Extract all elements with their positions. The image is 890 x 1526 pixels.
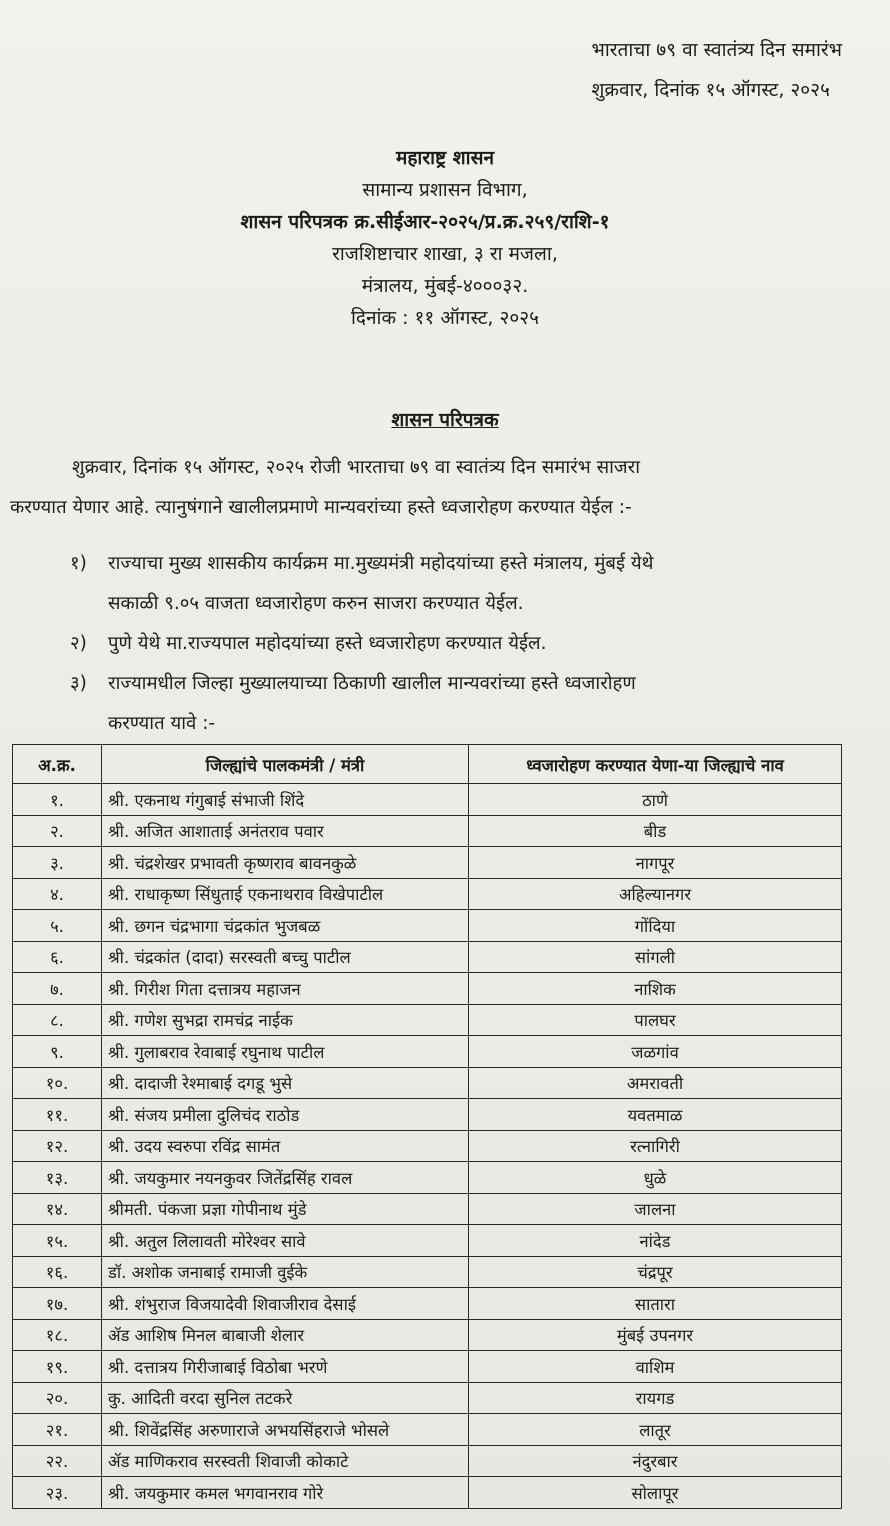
serial-cell: ९.	[13, 1036, 102, 1068]
district-cell: जालना	[469, 1193, 842, 1225]
table-row	[13, 1382, 842, 1414]
serial-cell: १५.	[13, 1225, 102, 1257]
table-header-row	[13, 745, 842, 784]
serial-cell: २२.	[13, 1445, 102, 1477]
minister-cell: श्री. उदय स्वरुपा रविंद्र सामंत	[102, 1130, 469, 1162]
minister-cell: ॲड माणिकराव सरस्वती शिवाजी कोकाटे	[102, 1445, 469, 1477]
serial-cell: १८.	[13, 1319, 102, 1351]
district-cell: गोंदिया	[469, 910, 842, 942]
minister-cell: श्री. चंद्रशेखर प्रभावती कृष्णराव बावनकुळे	[102, 847, 469, 879]
minister-cell: ॲड आशिष मिनल बाबाजी शेलार	[102, 1319, 469, 1351]
minister-cell: श्री. संजय प्रमीला दुलिचंद राठोड	[102, 1099, 469, 1131]
table-row	[13, 878, 842, 910]
office-address: मंत्रालय, मुंबई-४०००३२.	[361, 275, 529, 297]
table-row	[13, 1319, 842, 1351]
district-cell: लातूर	[469, 1414, 842, 1446]
district-cell: रायगड	[469, 1382, 842, 1414]
district-cell: बीड	[469, 815, 842, 847]
header-district: ध्वजारोहण करण्यात येणा-या जिल्ह्याचे नाव	[469, 745, 842, 784]
table-row	[13, 1004, 842, 1036]
serial-cell: १३.	[13, 1162, 102, 1194]
table-row	[13, 1130, 842, 1162]
minister-cell: श्री. शिवेंद्रसिंह अरुणाराजे अभयसिंहराजे भोसले	[102, 1414, 469, 1446]
table-row	[13, 1477, 842, 1509]
district-cell: अहिल्यानगर	[469, 878, 842, 910]
table-row	[13, 1414, 842, 1446]
district-cell: नंदुरबार	[469, 1445, 842, 1477]
minister-cell: श्रीमती. पंकजा प्रज्ञा गोपीनाथ मुंडे	[102, 1193, 469, 1225]
minister-cell: श्री. गिरीश गिता दत्तात्रय महाजन	[102, 973, 469, 1005]
minister-cell: श्री. शंभुराज विजयादेवी शिवाजीराव देसाई	[102, 1288, 469, 1320]
serial-cell: १७.	[13, 1288, 102, 1320]
serial-cell: ६.	[13, 941, 102, 973]
circular-date: दिनांक : ११ ऑगस्ट, २०२५	[350, 307, 540, 329]
district-cell: अमरावती	[469, 1067, 842, 1099]
minister-cell: श्री. अतुल लिलावती मोरेश्वर सावे	[102, 1225, 469, 1257]
district-cell: नागपूर	[469, 847, 842, 879]
table-row	[13, 815, 842, 847]
list-item	[70, 664, 850, 744]
district-cell: यवतमाळ	[469, 1099, 842, 1131]
minister-cell: डॉ. अशोक जनाबाई रामाजी वुईके	[102, 1256, 469, 1288]
serial-cell: ७.	[13, 973, 102, 1005]
list-item	[70, 624, 850, 664]
minister-cell: श्री. गणेश सुभद्रा रामचंद्र नाईक	[102, 1004, 469, 1036]
serial-cell: १४.	[13, 1193, 102, 1225]
district-cell: सोलापूर	[469, 1477, 842, 1509]
district-cell: पालघर	[469, 1004, 842, 1036]
point-text: राज्यामधील जिल्हा मुख्यालयाच्या ठिकाणी खालील मान्यवरांच्या हस्ते ध्वजारोहण	[108, 673, 636, 694]
serial-cell: ४.	[13, 878, 102, 910]
table-row	[13, 1067, 842, 1099]
minister-cell: श्री. दत्तात्रय गिरीजाबाई विठोबा भरणे	[102, 1351, 469, 1383]
table-row	[13, 941, 842, 973]
minister-cell: श्री. एकनाथ गंगुबाई संभाजी शिंदे	[102, 784, 469, 816]
table-row	[13, 910, 842, 942]
minister-cell: श्री. अजित आशाताई अनंतराव पवार	[102, 815, 469, 847]
table-row	[13, 1445, 842, 1477]
circular-number: शासन परिपत्रक क्र.सीईआर-२०२५/प्र.क्र.२५९/राशि-१	[240, 211, 610, 233]
department-name: सामान्य प्रशासन विभाग,	[362, 179, 528, 201]
serial-cell: ३.	[13, 847, 102, 879]
district-cell: वाशिम	[469, 1351, 842, 1383]
serial-cell: १.	[13, 784, 102, 816]
district-cell: सांगली	[469, 941, 842, 973]
serial-cell: १६.	[13, 1256, 102, 1288]
district-cell: नांदेड	[469, 1225, 842, 1257]
table-row	[13, 1256, 842, 1288]
point-number: ३)	[70, 673, 87, 694]
district-cell: ठाणे	[469, 784, 842, 816]
intro-line-1: शुक्रवार, दिनांक १५ ऑगस्ट, २०२५ रोजी भारताचा ७९ वा स्वातंत्र्य दिन समारंभ साजरा	[72, 457, 640, 478]
serial-cell: १०.	[13, 1067, 102, 1099]
point-text: पुणे येथे मा.राज्यपाल महोदयांच्या हस्ते ध्वजारोहण करण्यात येईल.	[108, 633, 547, 654]
district-cell: मुंबई उपनगर	[469, 1319, 842, 1351]
table-row	[13, 1288, 842, 1320]
circular-title: शासन परिपत्रक	[391, 409, 499, 431]
intro-line-2: करण्यात येणार आहे. त्यानुषंगाने खालीलप्रमाणे मान्यवरांच्या हस्ते ध्वजारोहण करण्यात येईल :-	[10, 497, 632, 518]
serial-cell: ५.	[13, 910, 102, 942]
serial-cell: २.	[13, 815, 102, 847]
minister-cell: श्री. गुलाबराव रेवाबाई रघुनाथ पाटील	[102, 1036, 469, 1068]
branch-name: राजशिष्टाचार शाखा, ३ रा मजला,	[332, 243, 558, 265]
point-text: सकाळी ९.०५ वाजता ध्वजारोहण करुन साजरा करण्यात येईल.	[108, 593, 524, 614]
point-number: २)	[70, 633, 87, 654]
serial-cell: १९.	[13, 1351, 102, 1383]
list-item	[70, 544, 850, 624]
header-sr: अ.क्र.	[13, 745, 102, 784]
header-minister: जिल्ह्यांचे पालकमंत्री / मंत्री	[102, 745, 469, 784]
serial-cell: १२.	[13, 1130, 102, 1162]
serial-cell: ११.	[13, 1099, 102, 1131]
table-row	[13, 1036, 842, 1068]
intro-paragraph	[10, 448, 850, 528]
event-date: शुक्रवार, दिनांक १५ ऑगस्ट, २०२५	[591, 79, 830, 101]
table-row	[13, 1099, 842, 1131]
district-cell: नाशिक	[469, 973, 842, 1005]
event-header	[591, 30, 842, 110]
serial-cell: २१.	[13, 1414, 102, 1446]
table-row	[13, 1351, 842, 1383]
district-cell: जळगांव	[469, 1036, 842, 1068]
table-row	[13, 1225, 842, 1257]
table-row	[13, 847, 842, 879]
district-cell: सातारा	[469, 1288, 842, 1320]
table-row	[13, 1193, 842, 1225]
district-table	[12, 744, 842, 1509]
points-list	[70, 544, 850, 744]
minister-cell: कु. आदिती वरदा सुनिल तटकरे	[102, 1382, 469, 1414]
minister-cell: श्री. जयकुमार कमल भगवानराव गोरे	[102, 1477, 469, 1509]
table-row	[13, 1162, 842, 1194]
event-title: भारताचा ७९ वा स्वातंत्र्य दिन समारंभ	[591, 39, 842, 61]
point-number: १)	[70, 553, 87, 574]
serial-cell: २३.	[13, 1477, 102, 1509]
minister-cell: श्री. चंद्रकांत (दादा) सरस्वती बच्चु पाटील	[102, 941, 469, 973]
government-name: महाराष्ट्र शासन	[395, 147, 494, 169]
point-text: करण्यात यावे :-	[108, 713, 216, 734]
table-row	[13, 973, 842, 1005]
table-body	[13, 784, 842, 1509]
point-text: राज्याचा मुख्य शासकीय कार्यक्रम मा.मुख्यमंत्री महोदयांच्या हस्ते मंत्रालय, मुंबई येथे	[108, 553, 654, 574]
district-cell: चंद्रपूर	[469, 1256, 842, 1288]
district-cell: धुळे	[469, 1162, 842, 1194]
district-cell: रत्नागिरी	[469, 1130, 842, 1162]
serial-cell: ८.	[13, 1004, 102, 1036]
minister-cell: श्री. छगन चंद्रभागा चंद्रकांत भुजबळ	[102, 910, 469, 942]
minister-cell: श्री. राधाकृष्ण सिंधुताई एकनाथराव विखेपाटील	[102, 878, 469, 910]
serial-cell: २०.	[13, 1382, 102, 1414]
minister-cell: श्री. दादाजी रेश्माबाई दगडू भुसे	[102, 1067, 469, 1099]
minister-cell: श्री. जयकुमार नयनकुवर जितेंद्रसिंह रावल	[102, 1162, 469, 1194]
table-row	[13, 784, 842, 816]
office-block	[0, 142, 890, 334]
